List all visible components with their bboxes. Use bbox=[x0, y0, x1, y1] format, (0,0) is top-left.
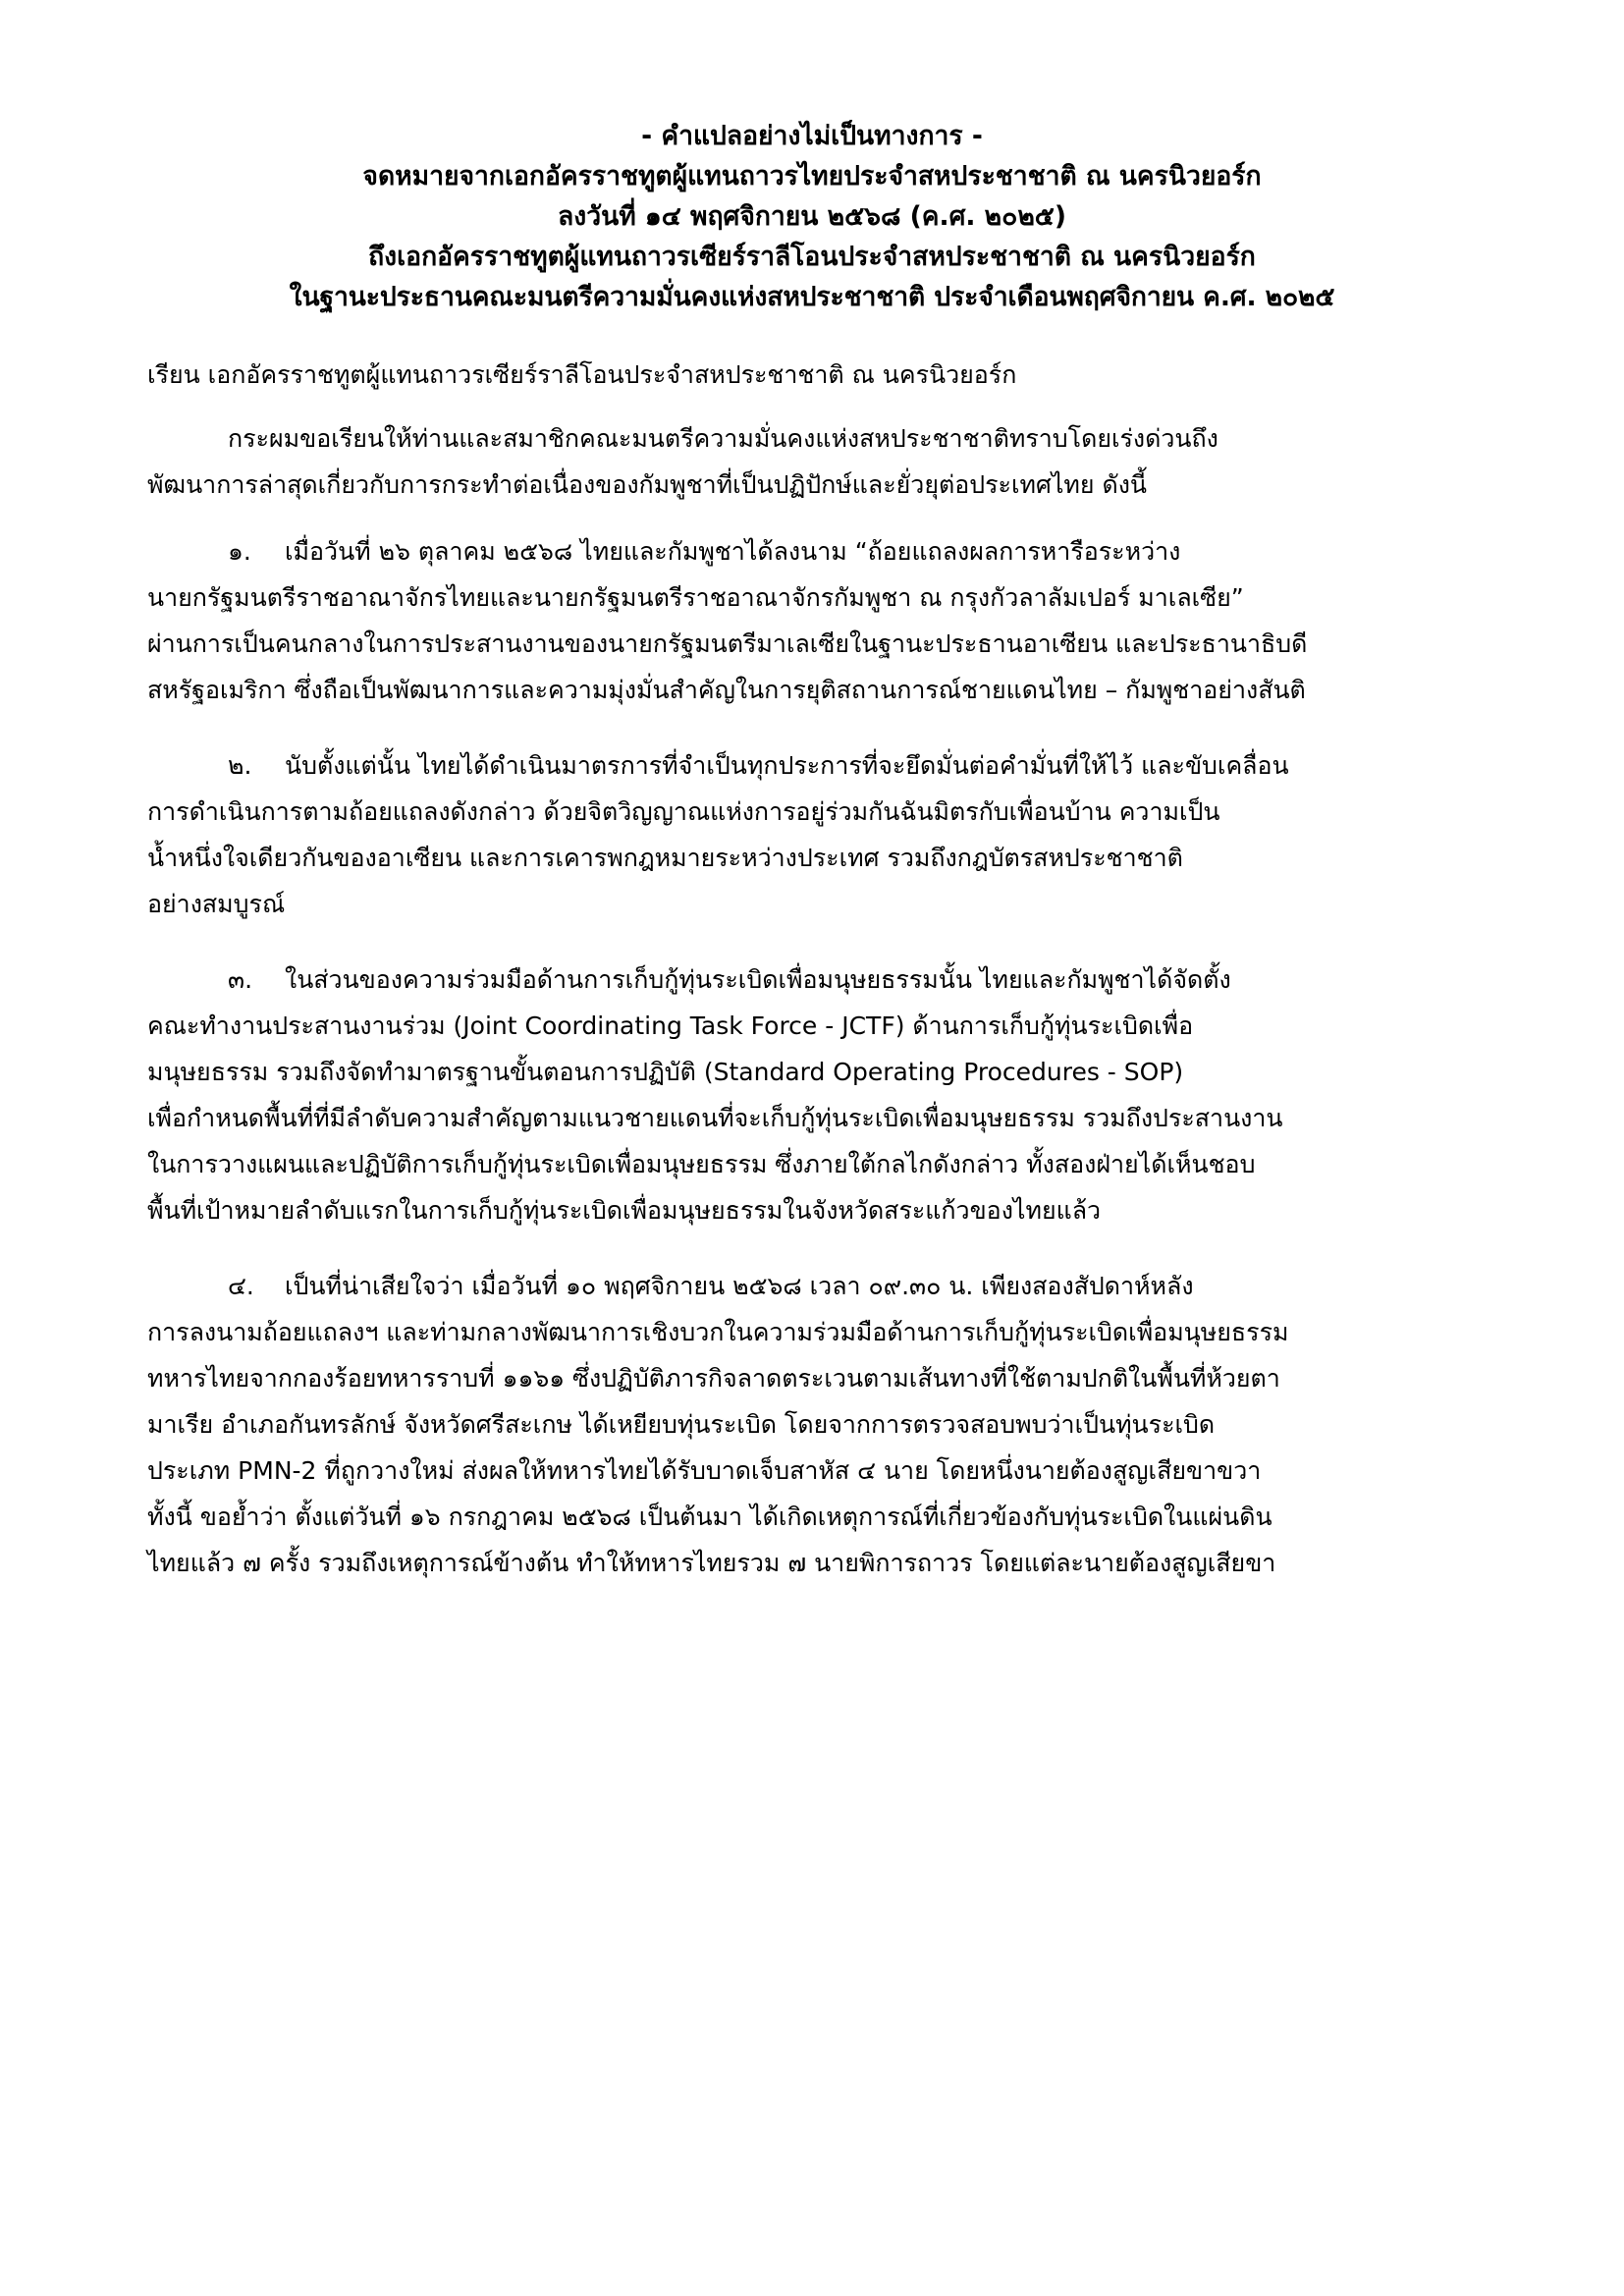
paragraph-line: กระผมขอเรียนให้ท่านและสมาชิกคณะมนตรีความมั่นคงแห่งสหประชาชาติทราบโดยเร่งด่วนถึง bbox=[228, 424, 1218, 453]
paragraph-line: ทั้งนี้ ขอย้ำว่า ตั้งแต่วันที่ ๑๖ กรกฎาคม ๒๕๖๘ เป็นต้นมา ได้เกิดเหตุการณ์ที่เกี่ยวข้องกับทุ่นระเบิดในแผ่นดิน bbox=[147, 1503, 1272, 1531]
paragraph-line: น้ำหนึ่งใจเดียวกันของอาเซียน และการเคารพกฎหมายระหว่างประเทศ รวมถึงกฎบัตรสหประชาชาติ bbox=[147, 844, 1183, 872]
paragraph-line: สหรัฐอเมริกา ซึ่งถือเป็นพัฒนาการและความมุ่งมั่นสำคัญในการยุติสถานการณ์ชายแดนไทย – กัมพูชาอย่างสันติ bbox=[147, 676, 1306, 704]
header-line-translation-notice: - คำแปลอย่างไม่เป็นทางการ - bbox=[641, 121, 983, 151]
paragraph-line: การดำเนินการตามถ้อยแถลงดังกล่าว ด้วยจิตวิญญาณแห่งการอยู่ร่วมกันฉันมิตรกับเพื่อนบ้าน ความเป็น bbox=[147, 797, 1220, 826]
paragraph-line bbox=[147, 1263, 1477, 1309]
header-line-addressee: ถึงเอกอัครราชทูตผู้แทนถาวรเซียร์ราลีโอนประจำสหประชาชาติ ณ นครนิวยอร์ก bbox=[368, 242, 1256, 272]
paragraph-line: คณะทำงานประสานงานร่วม (Joint Coordinating Task Force - JCTF) ด้านการเก็บกู้ทุ่นระเบิดเพื่อ bbox=[147, 1011, 1194, 1040]
paragraph-3 bbox=[147, 957, 1477, 1233]
paragraph-line: การลงนามถ้อยแถลงฯ และท่ามกลางพัฒนาการเชิงบวกในความร่วมมือด้านการเก็บกู้ทุ่นระเบิดเพื่อมนุษยธรรม bbox=[147, 1318, 1289, 1346]
header-line-capacity: ในฐานะประธานคณะมนตรีความมั่นคงแห่งสหประชาชาติ ประจำเดือนพฤศจิกายน ค.ศ. ๒๐๒๕ bbox=[289, 282, 1335, 312]
paragraph-line: ประเภท PMN-2 ที่ถูกวางใหม่ ส่งผลให้ทหารไทยได้รับบาดเจ็บสาหัส ๔ นาย โดยหนึ่งนายต้องสูญเสียขาขวา bbox=[147, 1456, 1262, 1485]
salutation: เรียน เอกอัครราชทูตผู้แทนถาวรเซียร์ราลีโอนประจำสหประชาชาติ ณ นครนิวยอร์ก bbox=[147, 360, 1017, 389]
paragraph-2 bbox=[147, 742, 1477, 927]
document-header bbox=[147, 116, 1477, 317]
paragraph-line: ในการวางแผนและปฏิบัติการเก็บกู้ทุ่นระเบิดเพื่อมนุษยธรรม ซึ่งภายใต้กลไกดังกล่าว ทั้งสองฝ่ายได้เห็นชอบ bbox=[147, 1150, 1256, 1178]
paragraph-line: ทหารไทยจากกองร้อยทหารราบที่ ๑๑๖๑ ซึ่งปฏิบัติภารกิจลาดตระเวนตามเส้นทางที่ใช้ตามปกติในพื้นที่ห้วยตา bbox=[147, 1364, 1280, 1393]
paragraph-line: มาเรีย อำเภอกันทรลักษ์ จังหวัดศรีสะเกษ ได้เหยียบทุ่นระเบิด โดยจากการตรวจสอบพบว่าเป็นทุ่นระเบิด bbox=[147, 1410, 1216, 1439]
header-line-date: ลงวันที่ ๑๔ พฤศจิกายน ๒๕๖๘ (ค.ศ. ๒๐๒๕) bbox=[558, 201, 1066, 232]
paragraph-line-text: เป็นที่น่าเสียใจว่า เมื่อวันที่ ๑๐ พฤศจิกายน ๒๕๖๘ เวลา ๐๙.๓๐ น. เพียงสองสัปดาห์หลัง bbox=[285, 1272, 1194, 1300]
paragraph-4 bbox=[147, 1263, 1477, 1586]
paragraph-line: ผ่านการเป็นคนกลางในการประสานงานของนายกรัฐมนตรีมาเลเซียในฐานะประธานอาเซียน และประธานาธิบดี bbox=[147, 629, 1308, 658]
paragraph-line bbox=[147, 957, 1477, 1003]
paragraph-number: ๔. bbox=[228, 1272, 254, 1300]
paragraph-line: มนุษยธรรม รวมถึงจัดทำมาตรฐานขั้นตอนการปฏิบัติ (Standard Operating Procedures - SOP) bbox=[147, 1058, 1184, 1086]
header-line-letter-from: จดหมายจากเอกอัครราชทูตผู้แทนถาวรไทยประจำสหประชาชาติ ณ นครนิวยอร์ก bbox=[362, 161, 1262, 191]
paragraph-number: ๓. bbox=[228, 965, 253, 994]
paragraph-line bbox=[147, 528, 1477, 574]
paragraph-line bbox=[147, 742, 1477, 789]
paragraph-number: ๑. bbox=[228, 537, 251, 566]
document-body bbox=[147, 415, 1477, 1586]
paragraph-1 bbox=[147, 528, 1477, 713]
paragraph-number: ๒. bbox=[228, 751, 252, 780]
paragraph-line-text: เมื่อวันที่ ๒๖ ตุลาคม ๒๕๖๘ ไทยและกัมพูชาได้ลงนาม “ถ้อยแถลงผลการหารือระหว่าง bbox=[285, 537, 1181, 566]
paragraph-intro bbox=[147, 415, 1477, 508]
paragraph-line-text: ในส่วนของความร่วมมือด้านการเก็บกู้ทุ่นระเบิดเพื่อมนุษยธรรมนั้น ไทยและกัมพูชาได้จัดตั้ง bbox=[285, 965, 1231, 994]
paragraph-line: นายกรัฐมนตรีราชอาณาจักรไทยและนายกรัฐมนตรีราชอาณาจักรกัมพูชา ณ กรุงกัวลาลัมเปอร์ มาเลเซีย” bbox=[147, 583, 1244, 612]
paragraph-line: อย่างสมบูรณ์ bbox=[147, 890, 286, 918]
paragraph-line: พื้นที่เป้าหมายลำดับแรกในการเก็บกู้ทุ่นระเบิดเพื่อมนุษยธรรมในจังหวัดสระแก้วของไทยแล้ว bbox=[147, 1196, 1102, 1225]
paragraph-line-text: นับตั้งแต่นั้น ไทยได้ดำเนินมาตรการที่จำเป็นทุกประการที่จะยึดมั่นต่อคำมั่นที่ให้ไว้ และขับเคลื่อน bbox=[285, 751, 1289, 780]
paragraph-line: เพื่อกำหนดพื้นที่ที่มีลำดับความสำคัญตามแนวชายแดนที่จะเก็บกู้ทุ่นระเบิดเพื่อมนุษยธรรม รวมถึงประสานงาน bbox=[147, 1104, 1283, 1132]
paragraph-line: ไทยแล้ว ๗ ครั้ง รวมถึงเหตุการณ์ข้างต้น ทำให้ทหารไทยรวม ๗ นายพิการถาวร โดยแต่ละนายต้องสูญเสียขา bbox=[147, 1549, 1276, 1577]
paragraph-line: พัฒนาการล่าสุดเกี่ยวกับการกระทำต่อเนื่องของกัมพูชาที่เป็นปฏิปักษ์และยั่วยุต่อประเทศไทย ดังนี้ bbox=[147, 470, 1148, 499]
